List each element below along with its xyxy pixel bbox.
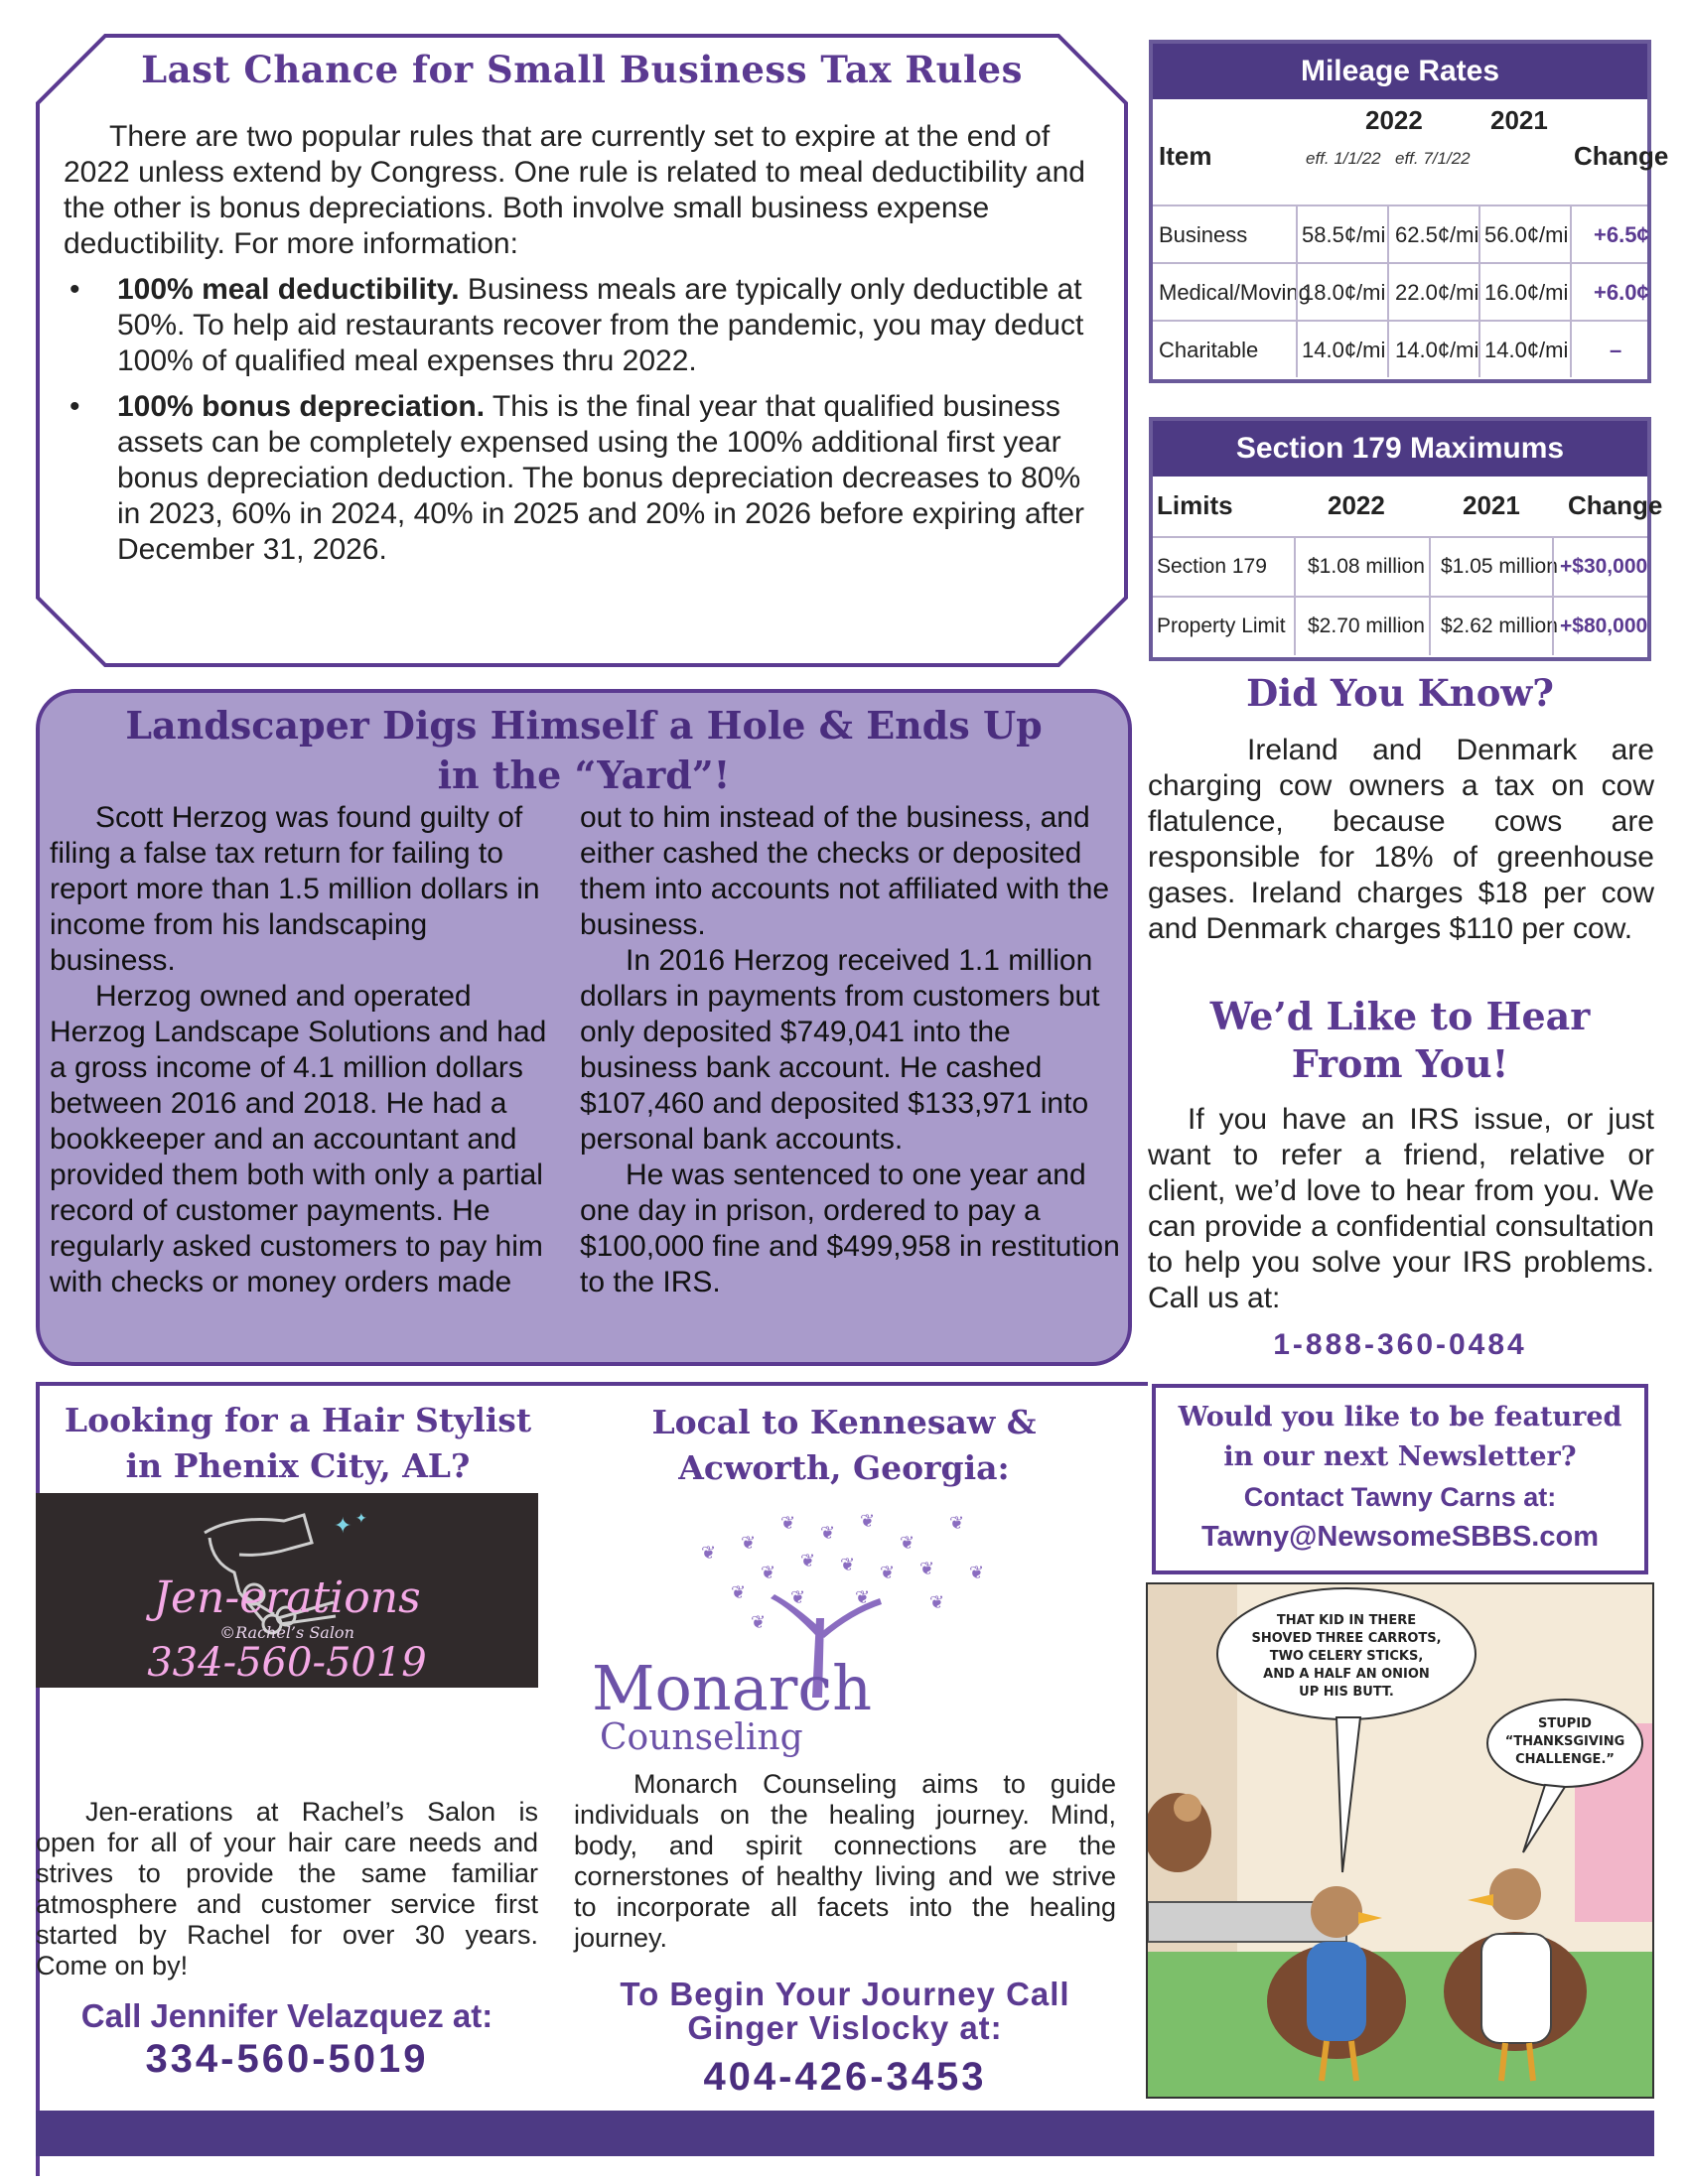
divider-line [36, 1382, 1148, 1386]
article-paragraph: Scott Herzog was found guilty of filing a false tax return for failing to report more than 1.5 million dollars in income from his landscaping business. [50, 801, 540, 977]
landscaper-article [36, 689, 1132, 1366]
table-row [1153, 596, 1647, 653]
contact-phone[interactable]: 1-888-360-0484 [1273, 1328, 1527, 1361]
header-2021: 2021 [1490, 105, 1548, 135]
bullet-text: Business meals are typically only deductible at 50%. To help aid restaurants recover from the pandemic, you may deduct 100% of qualified meal expenses thru 2022. [117, 273, 1084, 377]
column-divider [1296, 205, 1298, 377]
header-2022: 2022 [1365, 105, 1423, 135]
svg-text:❦: ❦ [820, 1523, 836, 1544]
row-value: $2.70 million [1308, 614, 1425, 637]
svg-text:❦: ❦ [840, 1555, 856, 1575]
article-paragraph: Herzog owned and operated Herzog Landscape Solutions and had a gross income of 4.1 million dollars between 2016 and 2018. He had a bookkeeper and an accountant and provided them both with only a partial record of customer payments. He regularly asked customers to pay him with checks or money orders made [50, 980, 547, 1298]
hair-description: Jen-erations at Rachel’s Salon is open for all of your hair care needs and strives to provide the same familiar atmosphere and customer service first started by Rachel for over 30 years. Come on by! [36, 1797, 538, 1980]
logo-subtitle: Counseling [600, 1717, 803, 1757]
row-value: 14.0¢/mi [1484, 338, 1569, 362]
row-item: Business [1159, 222, 1248, 247]
row-value: 56.0¢/mi [1484, 222, 1569, 247]
bubble-text: “THANKSGIVING [1504, 1734, 1625, 1749]
row-change: +$30,000 [1560, 555, 1648, 578]
svg-text:❦: ❦ [860, 1511, 876, 1532]
svg-text:❦: ❦ [780, 1513, 796, 1534]
monarch-description: Monarch Counseling aims to guide individuals on the healing journey. Mind, body, and spirit connections are the cornerstones of healthy living and we strive to incorporate all facets into the healing journey. [574, 1769, 1116, 1953]
svg-text:❦: ❦ [741, 1533, 757, 1554]
svg-text:❦: ❦ [880, 1563, 896, 1583]
row-value: $1.08 million [1308, 555, 1425, 578]
butterfly-tree-icon [592, 1499, 1009, 1757]
did-you-know-title: Did You Know? [1246, 671, 1554, 715]
hear-from-you-title [1152, 993, 1648, 1088]
mileage-rates-table [1149, 40, 1669, 383]
title-line: Looking for a Hair Stylist [64, 1401, 532, 1439]
section-179-table [1149, 417, 1663, 661]
hair-dryer-icon [36, 1493, 538, 1688]
table-row [1153, 536, 1647, 594]
title-line: We’d Like to Hear [1209, 994, 1591, 1038]
svg-text:❦: ❦ [900, 1533, 915, 1554]
article-paragraph: out to him instead of the business, and either cashed the checks or deposited them into accounts not affiliated with the business. [580, 801, 1110, 941]
thanksgiving-cartoon [1146, 1582, 1654, 2099]
article-paragraph: In 2016 Herzog received 1.1 million dollars in payments from customers but only deposited $749,041 into the business bank account. He cashed $107,460 and deposited $133,971 into personal bank accounts. [580, 944, 1100, 1156]
table-row [1153, 262, 1647, 320]
call-line: Ginger Vislocky at: [687, 2009, 1003, 2046]
row-value: $1.05 million [1441, 555, 1558, 578]
header-change: Change [1568, 490, 1663, 520]
logo-subtitle: ©Rachel’s Salon [219, 1623, 354, 1642]
tax-rules-box [36, 34, 1128, 667]
logo-phone: 334-560-5019 [147, 1640, 427, 1686]
row-value: $2.62 million [1441, 614, 1558, 637]
bubble-text: STUPID [1538, 1716, 1592, 1731]
table-header-row [1153, 477, 1663, 534]
title-line: Landscaper Digs Himself a Hole & Ends Up [125, 703, 1043, 748]
column-divider [1570, 205, 1572, 377]
column-divider [1294, 536, 1296, 655]
svg-text:❦: ❦ [800, 1551, 816, 1571]
column-divider [1429, 536, 1431, 655]
svg-text:✦: ✦ [355, 1511, 367, 1527]
title-line: Acworth, Georgia: [678, 1448, 1010, 1487]
column-divider [1478, 205, 1480, 377]
header-change: Change [1574, 141, 1669, 171]
hear-from-you-text: If you have an IRS issue, or just want to refer a friend, relative or client, we’d love to hear from you. We can provide a confidential consultation to help you solve your IRS problems. Call us at: [1148, 1103, 1654, 1314]
tax-rules-title: Last Chance for Small Business Tax Rules [141, 48, 1023, 91]
svg-text:❦: ❦ [949, 1513, 965, 1534]
row-change: +6.5¢ [1594, 222, 1649, 247]
jenerations-logo [36, 1493, 538, 1688]
svg-text:❦: ❦ [701, 1543, 717, 1564]
header-2021: 2021 [1463, 490, 1520, 520]
bullet-depreciation [64, 389, 1100, 568]
footer-bar [36, 2111, 1654, 2156]
title-line: in Phenix City, AL? [125, 1446, 471, 1485]
title-line: in the “Yard”! [437, 752, 731, 797]
logo-name: Monarch [592, 1652, 872, 1724]
bullet-bold: 100% bonus depreciation. [117, 390, 486, 423]
bubble-text: UP HIS BUTT. [1299, 1685, 1394, 1700]
header-eff2: eff. 7/1/22 [1395, 149, 1471, 168]
bullet-text: This is the final year that qualified business assets can be completely expensed using the 100% additional first year bonus depreciation deduction. The bonus depreciation decreases to 80% in 2023, 60% in 2024, 40% in 2025 and 20% in 2026 before expiring after December 31, 2026. [117, 390, 1085, 566]
featured-email[interactable]: Tawny@NewsomeSBBS.com [1200, 1521, 1599, 1553]
row-item: Charitable [1159, 338, 1259, 362]
row-item: Property Limit [1157, 614, 1286, 637]
bubble-text: AND A HALF AN ONION [1263, 1667, 1430, 1682]
article-paragraph: He was sentenced to one year and one day in prison, ordered to pay a $100,000 fine and $499,958 in restitution to the IRS. [580, 1159, 1120, 1298]
featured-line: Contact Tawny Carns at: [1243, 1482, 1557, 1512]
row-value: 14.0¢/mi [1395, 338, 1479, 362]
hair-stylist-title [40, 1398, 556, 1489]
column-divider [1552, 536, 1554, 655]
svg-text:❦: ❦ [731, 1582, 747, 1603]
row-change: – [1610, 338, 1622, 362]
hair-call-label: Call Jennifer Velazquez at: [80, 1997, 493, 2034]
header-2022: 2022 [1328, 490, 1385, 520]
svg-text:❦: ❦ [969, 1563, 985, 1583]
column-divider [1387, 205, 1389, 377]
tax-rules-intro: There are two popular rules that are currently set to expire at the end of 2022 unless extend by Congress. One rule is related to meal deductibility and the other is bonus depreciations. Both involve small business expense deductibility. For more information: [64, 120, 1085, 260]
featured-line: Would you like to be featured [1178, 1402, 1622, 1433]
row-value: 18.0¢/mi [1302, 280, 1386, 305]
bullet-bold: 100% meal deductibility. [117, 273, 460, 306]
row-value: 58.5¢/mi [1302, 222, 1386, 247]
row-change: +6.0¢ [1594, 280, 1649, 305]
hair-phone[interactable]: 334-560-5019 [145, 2037, 429, 2081]
svg-text:❦: ❦ [929, 1592, 945, 1613]
row-value: 22.0¢/mi [1395, 280, 1479, 305]
header-limits: Limits [1157, 490, 1233, 520]
row-value: 14.0¢/mi [1302, 338, 1386, 362]
featured-box [1152, 1384, 1648, 1574]
svg-text:❦: ❦ [761, 1563, 776, 1583]
title-line: From You! [1291, 1041, 1509, 1086]
article-column-1 [50, 800, 556, 1300]
bullet-dot: • [70, 390, 80, 423]
monarch-logo [592, 1499, 1009, 1757]
row-value: 16.0¢/mi [1484, 280, 1569, 305]
bubble-text: THAT KID IN THERE [1276, 1613, 1417, 1628]
logo-name: Jen-erations [153, 1572, 421, 1623]
table-row [1153, 320, 1647, 377]
section-179-title: Section 179 Maximums [1153, 421, 1647, 477]
row-value: 62.5¢/mi [1395, 222, 1479, 247]
row-item: Medical/Moving [1159, 280, 1311, 305]
svg-text:❦: ❦ [855, 1587, 871, 1608]
row-item: Section 179 [1157, 555, 1267, 578]
monarch-call-label [574, 1978, 1116, 2045]
table-row [1153, 205, 1647, 262]
header-item: Item [1159, 141, 1212, 171]
bubble-text: CHALLENGE.” [1515, 1752, 1615, 1767]
did-you-know-text: Ireland and Denmark are charging cow owners a tax on cow flatulence, because cows are responsible for 18% of greenhouse gases. Ireland charges $18 per cow and Denmark charges $110 per cow. [1148, 734, 1654, 945]
row-change: +$80,000 [1560, 614, 1648, 637]
featured-line: in our next Newsletter? [1223, 1441, 1577, 1472]
title-line: Local to Kennesaw & [651, 1403, 1037, 1441]
bubble-text: TWO CELERY STICKS, [1269, 1649, 1424, 1664]
bubble-text: SHOVED THREE CARROTS, [1251, 1631, 1442, 1646]
bullet-dot: • [70, 273, 80, 306]
monarch-title [576, 1400, 1112, 1491]
svg-text:✦: ✦ [334, 1514, 352, 1539]
svg-text:❦: ❦ [751, 1612, 767, 1633]
svg-text:❦: ❦ [919, 1559, 935, 1579]
call-line: To Begin Your Journey Call [620, 1976, 1070, 2012]
bullet-meal [64, 272, 1100, 379]
article-column-2 [580, 800, 1124, 1300]
cartoon-illustration [1148, 1584, 1652, 2097]
header-eff1: eff. 1/1/22 [1306, 149, 1381, 168]
svg-text:❦: ❦ [790, 1587, 806, 1608]
landscaper-title [40, 701, 1128, 800]
monarch-phone[interactable]: 404-426-3453 [703, 2055, 987, 2099]
tax-rules-content [64, 48, 1100, 568]
mileage-title: Mileage Rates [1153, 44, 1647, 99]
